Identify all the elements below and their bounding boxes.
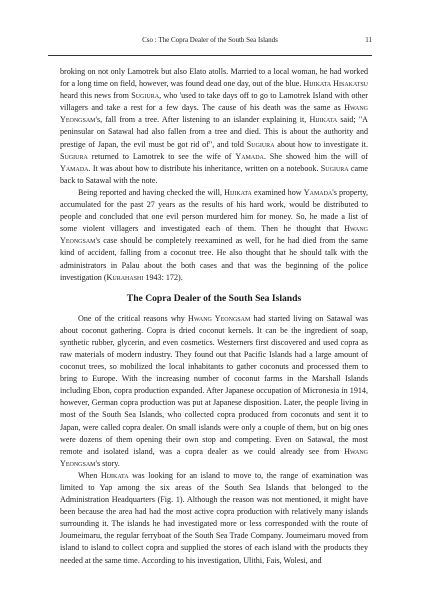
person-name: Yamada bbox=[235, 151, 264, 161]
paragraph bbox=[60, 187, 368, 284]
section-heading: The Copra Dealer of the South Sea Islands bbox=[126, 292, 302, 304]
person-name: Yamada bbox=[60, 163, 89, 173]
paragraph bbox=[60, 66, 368, 187]
person-name: Sugiura bbox=[131, 91, 160, 101]
paragraph bbox=[60, 313, 368, 470]
text-run: broking on not only Lamotrek but also Elato atolls. Married to a local woman, he had worked for a long time on field, however, was found dead one day, out of the blue. bbox=[60, 67, 368, 89]
person-name: Hijikata bbox=[100, 470, 129, 480]
author-name: Hisakatsu bbox=[333, 79, 368, 89]
person-name: Hijikata bbox=[224, 187, 252, 197]
text-run: 's, fall from a tree. After listening to an islander explaining it, bbox=[95, 115, 310, 125]
text-run: When bbox=[78, 470, 101, 480]
running-title: Cso : The Copra Dealer of the South Sea Islands bbox=[142, 36, 278, 44]
text-run: said; "A peninsular on Satawal had also fallen from a tree and died. This is about the authority and prestige of Japan, the evil must be got rid of", and told bbox=[60, 115, 368, 149]
text-run: 's property, accumulated for the past 27 years as the results of his hard work, would be distributed to people and concluded that one evil person murdered him for money. So, he made a list of some violent villagers and investigated each of them. Then he thought that bbox=[60, 187, 368, 234]
text-run: examined how bbox=[251, 187, 304, 197]
paragraph bbox=[60, 470, 368, 567]
text-run: . It was about how to distribute his inheritance, written on a notebook. bbox=[88, 163, 321, 173]
person-name: Hwang Yeongsam bbox=[188, 313, 251, 323]
page-number: 11 bbox=[365, 36, 372, 44]
text-run: 's case should be completely reexamined as well, for he had died from the same kind of accident, falling from a coconut tree. He also thought that he should talk with the administrators in Palau about the both cases and that was the beginning of the police investigation ( bbox=[60, 236, 368, 282]
person-name: Yamada bbox=[303, 187, 333, 197]
text-run: heard this news from bbox=[60, 91, 132, 101]
text-run: One of the critical reasons why bbox=[78, 313, 189, 323]
text-run: 's story. bbox=[95, 458, 120, 468]
text-run: . She showed him the will of bbox=[263, 151, 368, 161]
text-run: Being reported and having checked the will, bbox=[78, 187, 225, 197]
article-body bbox=[60, 66, 368, 567]
text-run: 1943: 172). bbox=[143, 272, 183, 282]
person-name: Hijikata bbox=[309, 115, 338, 125]
citation-author: Kurahashi bbox=[106, 272, 144, 282]
person-name: Hwang Yeongsam bbox=[60, 224, 368, 246]
text-run: returned to Lamotrek to see the wife of bbox=[87, 151, 236, 161]
text-run: was looking for an island to move to, the range of examination was limited to Yap among the six areas of the South Sea Islands that belonged to the Administration Headquarters (Fig. 1). Although the reason was not mentioned, it might have been because the area had had the most active copra production with relatively many islands surrounding it. The islands he had investigated more or less corresponded with the route of Joumeimaru, the regular ferryboat of the South Sea Trade Company. Joumeimaru moved from island to island to collect copra and supplied the stores of each island with the products they needed at the same time. According to his investigation, Ulithi, Fais, Wolesi, and bbox=[60, 470, 368, 565]
author-name: Hijikata bbox=[303, 79, 332, 89]
text-run: about how to investigate it. bbox=[274, 139, 368, 149]
text-run: had started living on Satawal was about coconut gathering. Copra is dried coconut kernels. It can be the ingredient of soap, synthetic rubber, glycerin, and even cosmetics. Westerners first discovered and used copra as raw materials of modern industry. They found out that Pacific Islands had a large amount of coconut trees, so mobilized the local inhabitants to gather coconuts and processed them to bring to Europe. With the increasing number of coconut farms in the Marshall Islands including Ebon, copra production expanded. After Japanese occupation of Micronesia in 1914, however, German copra production was put at Japanese disposition. Later, the people living in most of the South Sea Islands, who collected copra produced from coconuts and sent it to Japan, were called copra dealer. On small islands were only a couple of them, but on big ones were dozens of them opening their own stop and competing. Even on Satawal, the most remote and isolated island, was a copra dealer as we could already see from bbox=[60, 313, 368, 456]
person-name: Hwang Yeongsam bbox=[60, 446, 368, 468]
person-name: Sugiura bbox=[246, 139, 275, 149]
text-run: , who 'used to take days off to go to Lamotrek Island with other villagers and take a rest for a few days. The cause of his death was the same as bbox=[60, 91, 368, 113]
text-run: came back to Satawal with the note. bbox=[60, 163, 368, 185]
person-name: Hwang Yeongsam bbox=[60, 103, 368, 125]
person-name: Sugiura bbox=[320, 163, 349, 173]
running-header bbox=[48, 36, 372, 56]
person-name: Sugiura bbox=[60, 151, 88, 161]
